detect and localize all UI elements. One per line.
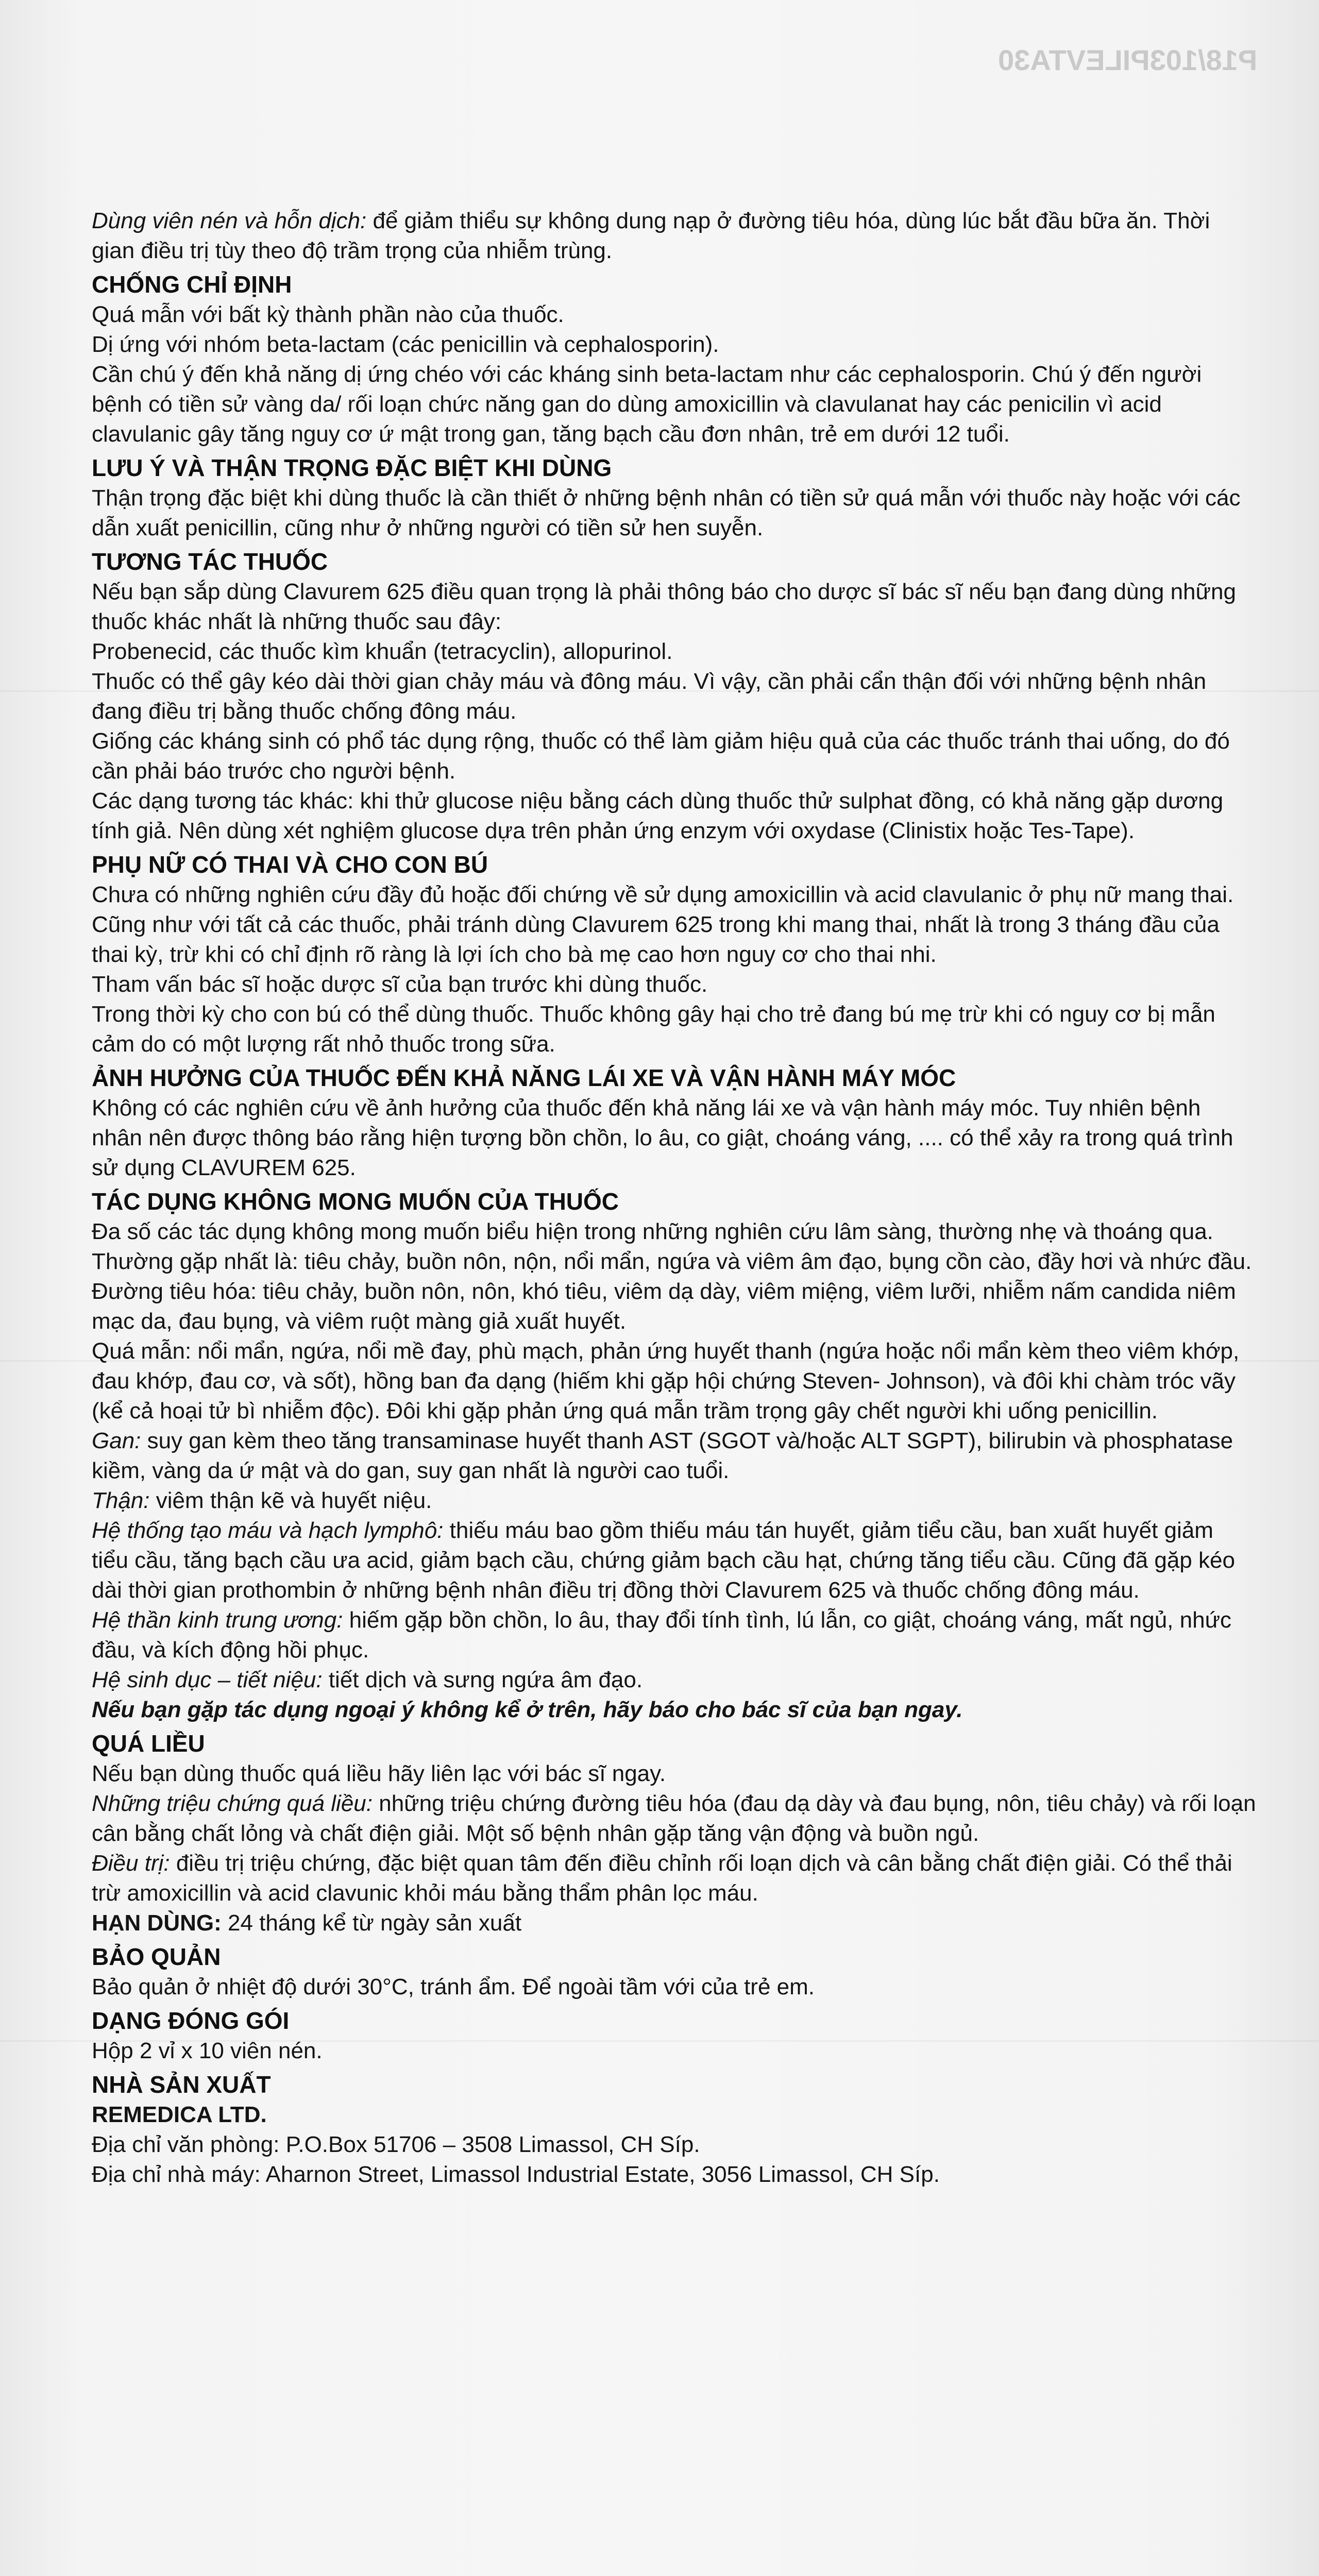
interaction-line: Các dạng tương tác khác: khi thử glucose niệu bằng cách dùng thuốc thử sulphat đồng, có khả năng gặp dương tính giả. Nên dùng xét nghiệm glucose dựa trên phản ứng enzym với oxydase (Clinistix hoặc Tes-Tape).: [92, 788, 1224, 843]
liver-text: suy gan kèm theo tăng transaminase huyết thanh AST (SGOT và/hoặc ALT SGPT), bilirubin và phosphatase kiềm, vàng da ứ mật và do gan, suy gan nhất là người cao tuổi.: [92, 1428, 1233, 1483]
symptoms-text: những triệu chứng đường tiêu hóa (đau dạ dày và đau bụng, nôn, tiêu chảy) và rối loạn cân bằng chất lỏng và chất điện giải. Một số bệnh nhân gặp tăng vận động và buồn ngủ.: [92, 1791, 1256, 1846]
expiry-line: [92, 1908, 1256, 1938]
report-side-effects-note: Nếu bạn gặp tác dụng ngoại ý không kể ở trên, hãy báo cho bác sĩ của bạn ngay.: [92, 1697, 963, 1722]
storage-heading: BẢO QUẢN: [92, 1943, 221, 1970]
interaction-line: Probenecid, các thuốc kìm khuẩn (tetracyclin), allopurinol.: [92, 639, 673, 664]
overdose-symptoms: [92, 1789, 1256, 1849]
factory-address: Địa chỉ nhà máy: Aharnon Street, Limassol Industrial Estate, 3056 Limassol, CH Síp.: [92, 2162, 940, 2187]
overdose-treatment: [92, 1849, 1256, 1908]
cns-text: hiếm gặp bồn chồn, lo âu, thay đổi tính tình, lú lẫn, co giật, choáng váng, mất ngủ, nhức đầu, và kích động hồi phục.: [92, 1607, 1232, 1663]
precautions-heading: LƯU Ý VÀ THẬN TRỌNG ĐẶC BIỆT KHI DÙNG: [92, 454, 612, 481]
contraindications-heading: CHỐNG CHỈ ĐỊNH: [92, 271, 292, 298]
expiry-text: 24 tháng kể từ ngày sản xuất: [221, 1910, 522, 1936]
urogenital-label: Hệ sinh dục – tiết niệu:: [92, 1667, 323, 1692]
side-effects-heading: TÁC DỤNG KHÔNG MONG MUỐN CỦA THUỐC: [92, 1188, 619, 1215]
pregnancy-line: Trong thời kỳ cho con bú có thể dùng thuốc. Thuốc không gây hại cho trẻ đang bú mẹ trừ khi có nguy cơ bị mẫn cảm do có một lượng rất nhỏ thuốc trong sữa.: [92, 1002, 1215, 1057]
manufacturer-heading: NHÀ SẢN XUẤT: [92, 2071, 271, 2098]
interaction-line: Thuốc có thể gây kéo dài thời gian chảy máu và đông máu. Vì vậy, cần phải cẩn thận đối với những bệnh nhân đang điều trị bằng thuốc chống đông máu.: [92, 669, 1207, 724]
dosing-lead: Dùng viên nén và hỗn dịch:: [92, 208, 367, 233]
blood-label: Hệ thống tạo máu và hạch lymphô:: [92, 1518, 444, 1543]
side-effect-cns: [92, 1605, 1256, 1665]
side-effect-liver: [92, 1426, 1256, 1486]
contraindication-line: Dị ứng với nhóm beta-lactam (các penicillin và cephalosporin).: [92, 332, 719, 357]
pregnancy-heading: PHỤ NỮ CÓ THAI VÀ CHO CON BÚ: [92, 851, 488, 878]
treatment-label: Điều trị:: [92, 1851, 170, 1876]
interaction-line: Nếu bạn sắp dùng Clavurem 625 điều quan trọng là phải thông báo cho dược sĩ bác sĩ nếu bạn đang dùng những thuốc khác nhất là những thuốc sau đây:: [92, 579, 1236, 634]
packaging-text: Hộp 2 vỉ x 10 viên nén.: [92, 2038, 323, 2063]
pregnancy-line: Chưa có những nghiên cứu đầy đủ hoặc đối chứng về sử dụng amoxicillin và acid clavulanic ở phụ nữ mang thai. Cũng như với tất cả các thuốc, phải tránh dùng Clavurem 625 trong khi mang thai, nhất là trong 3 tháng đầu của thai kỳ, trừ khi có chỉ định rõ ràng là lợi ích cho bà mẹ cao hơn nguy cơ cho thai nhi.: [92, 882, 1234, 967]
symptoms-label: Những triệu chứng quá liều:: [92, 1791, 373, 1816]
side-effect-line: Đa số các tác dụng không mong muốn biểu hiện trong những nghiên cứu lâm sàng, thường nhẹ và thoáng qua. Thường gặp nhất là: tiêu chảy, buồn nôn, nộn, nổi mẩn, ngứa và viêm âm đạo, bụng cồn cào, đầy hơi và nhức đầu.: [92, 1219, 1252, 1274]
blood-text: thiếu máu bao gồm thiếu máu tán huyết, giảm tiểu cầu, ban xuất huyết giảm tiểu cầu, tăng bạch cầu ưa acid, giảm bạch cầu, chứng giảm bạch cầu hạt, chứng tăng tiểu cầu. Cũng đã gặp kéo dài thời gian prothombin ở những bệnh nhân điều trị đồng thời Clavurem 625 và thuốc chống đông máu.: [92, 1518, 1235, 1603]
storage-text: Bảo quản ở nhiệt độ dưới 30°C, tránh ẩm. Để ngoài tầm với của trẻ em.: [92, 1974, 815, 1999]
side-effect-line: Quá mẫn: nổi mẩn, ngứa, nổi mề đay, phù mạch, phản ứng huyết thanh (ngứa hoặc nổi mẩn kèm theo viêm khớp, đau khớp, đau cơ, và sốt), hồng ban đa dạng (hiếm khi gặp hội chứng Steven- Johnson), và đôi khi chàm tróc vãy (kể cả hoại tử bì nhiễm độc). Đôi khi gặp phản ứng quá mẫn trầm trọng gây chết người khi uống penicillin.: [92, 1338, 1240, 1423]
treatment-text: điều trị triệu chứng, đặc biệt quan tâm đến điều chỉnh rối loạn dịch và cân bằng chất điện giải. Có thể thải trừ amoxicillin và acid clavunic khỏi máu bằng thẩm phân lọc máu.: [92, 1851, 1232, 1906]
side-effect-kidney: [92, 1486, 1256, 1516]
kidney-text: viêm thận kẽ và huyết niệu.: [149, 1488, 432, 1513]
expiry-label: HẠN DÙNG:: [92, 1910, 222, 1936]
urogenital-text: tiết dịch và sưng ngứa âm đạo.: [322, 1667, 643, 1692]
interactions-heading: TƯƠNG TÁC THUỐC: [92, 548, 328, 575]
kidney-label: Thận:: [92, 1488, 150, 1513]
side-effect-line: Đường tiêu hóa: tiêu chảy, buồn nôn, nôn, khó tiêu, viêm dạ dày, viêm miệng, viêm lưỡi, nhiễm nấm candida niêm mạc da, đau bụng, và viêm ruột màng giả xuất huyết.: [92, 1279, 1236, 1334]
mirrored-print-code: P18/103PILEVTA30: [997, 44, 1257, 76]
manufacturer-name: REMEDICA LTD.: [92, 2102, 267, 2127]
liver-label: Gan:: [92, 1428, 141, 1453]
overdose-line: Nếu bạn dùng thuốc quá liều hãy liên lạc với bác sĩ ngay.: [92, 1761, 666, 1786]
office-address: Địa chỉ văn phòng: P.O.Box 51706 – 3508 Limassol, CH Síp.: [92, 2132, 700, 2157]
pregnancy-line: Tham vấn bác sĩ hoặc dược sĩ của bạn trước khi dùng thuốc.: [92, 972, 708, 997]
driving-heading: ẢNH HƯỞNG CỦA THUỐC ĐẾN KHẢ NĂNG LÁI XE VÀ VẬN HÀNH MÁY MÓC: [92, 1064, 956, 1091]
side-effect-urogenital: [92, 1665, 1256, 1695]
dosing-text: để giảm thiểu sự không dung nạp ở đường tiêu hóa, dùng lúc bắt đầu bữa ăn. Thời gian điều trị tùy theo độ trầm trọng của nhiễm trùng.: [92, 208, 1210, 263]
contraindication-line: Cần chú ý đến khả năng dị ứng chéo với các kháng sinh beta-lactam như các cephalosporin. Chú ý đến người bệnh có tiền sử vàng da/ rối loạn chức năng gan do dùng amoxicillin và clavulanat hay các penicilin vì acid clavulanic gây tăng nguy cơ ứ mật trong gan, tăng bạch cầu đơn nhân, trẻ em dưới 12 tuổi.: [92, 362, 1202, 447]
leaflet-text: [92, 206, 1256, 2190]
dosing-paragraph: [92, 206, 1256, 266]
contraindication-line: Quá mẫn với bất kỳ thành phần nào của thuốc.: [92, 302, 564, 327]
interaction-line: Giống các kháng sinh có phổ tác dụng rộng, thuốc có thể làm giảm hiệu quả của các thuốc tránh thai uống, do đó cần phải báo trước cho người bệnh.: [92, 728, 1230, 784]
cns-label: Hệ thần kinh trung ương:: [92, 1607, 343, 1633]
precautions-text: Thận trọng đặc biệt khi dùng thuốc là cần thiết ở những bệnh nhân có tiền sử quá mẫn với thuốc này hoặc với các dẫn xuất penicillin, cũng như ở những người có tiền sử hen suyễn.: [92, 485, 1241, 540]
packaging-heading: DẠNG ĐÓNG GÓI: [92, 2007, 290, 2034]
driving-text: Không có các nghiên cứu về ảnh hưởng của thuốc đến khả năng lái xe và vận hành máy móc. Tuy nhiên bệnh nhân nên được thông báo rằng hiện tượng bồn chồn, lo âu, co giật, choáng váng, .... có thể xảy ra trong quá trình sử dụng CLAVUREM 625.: [92, 1095, 1233, 1180]
side-effect-blood: [92, 1516, 1256, 1605]
overdose-heading: QUÁ LIỀU: [92, 1730, 205, 1757]
